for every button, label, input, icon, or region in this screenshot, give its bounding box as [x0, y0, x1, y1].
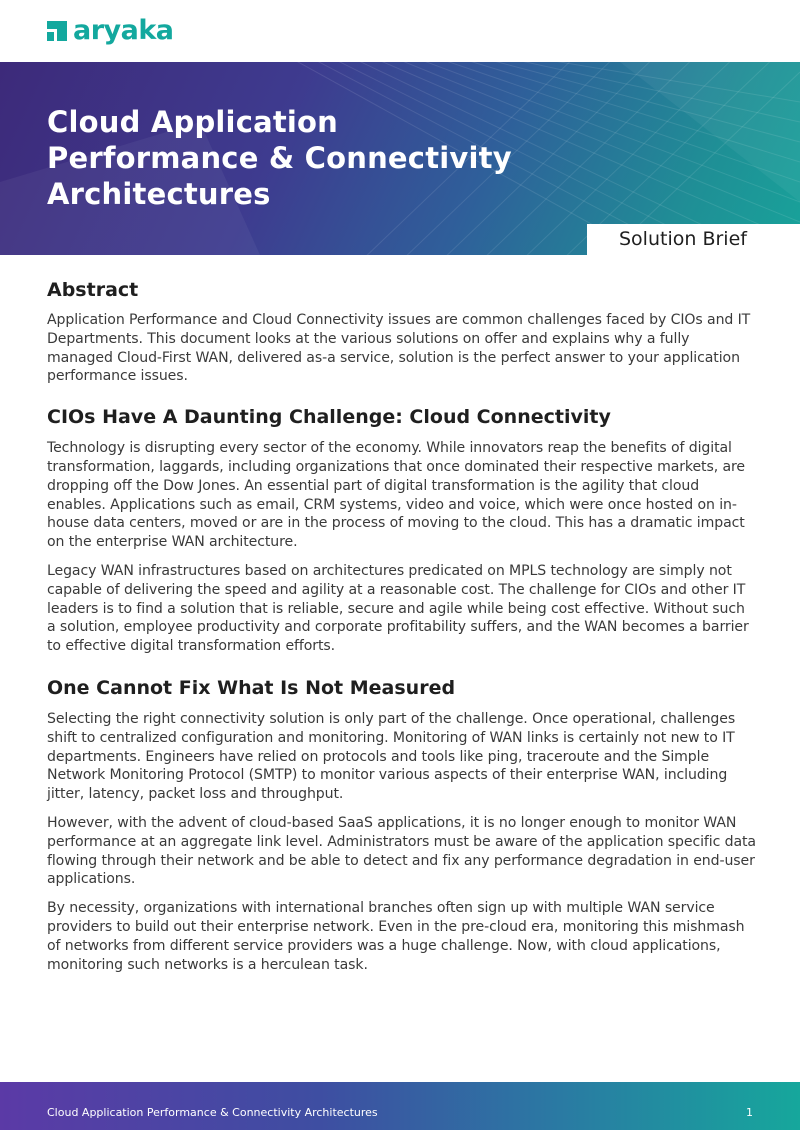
- document-body: [47, 278, 757, 974]
- section-cio-challenge: [47, 405, 757, 656]
- paragraph: However, with the advent of cloud-based SaaS applications, it is no longer enough to monitor WAN performance at an aggregate link level. Administrators must be aware of the application specific data flowing through their network and be able to detect and fix any performance degradation in end-user applications.: [47, 814, 756, 888]
- paragraph: Application Performance and Cloud Connectivity issues are common challenges faced by CIOs and IT Departments. This document looks at the various solutions on offer and explains why a fully managed Cloud-First WAN, delivered as-a service, solution is the perfect answer to your application performance issues.: [47, 312, 751, 385]
- title-line-3: Architectures: [47, 177, 271, 211]
- paragraph: Technology is disrupting every sector of the economy. While innovators reap the benefits of digital transformation, laggards, including organizations that once dominated their respective markets, are dropping off the Dow Jones. An essential part of digital transformation is the agility that cloud enables. Applications such as email, CRM systems, video and voice, which were once hosted on in-house data centers, moved or are in the process of moving to the cloud. This has a dramatic impact on the enterprise WAN architecture.: [47, 440, 745, 551]
- title-line-1: Cloud Application: [47, 105, 339, 139]
- paragraph: Selecting the right connectivity solution is only part of the challenge. Once operational, challenges shift to centralized configuration and monitoring. Monitoring of WAN links is certainly not new to IT departments. Engineers have relied on protocols and tools like ping, traceroute and the Simple Network Monitoring Protocol (SMTP) to monitor various aspects of their enterprise WAN, including jitter, latency, packet loss and throughput.: [47, 710, 736, 803]
- section-heading: Abstract: [47, 279, 139, 301]
- section-abstract: [47, 278, 757, 386]
- header-bar: [0, 0, 800, 62]
- footer-title: Cloud Application Performance & Connectivity Architectures: [47, 1106, 378, 1119]
- aryaka-logo-icon: [47, 21, 67, 41]
- page-number: 1: [746, 1106, 753, 1119]
- title-line-2: Performance & Connectivity: [47, 141, 512, 175]
- aryaka-logo[interactable]: [47, 17, 174, 45]
- paragraph: Legacy WAN infrastructures based on architectures predicated on MPLS technology are simply not capable of delivering the speed and agility at a reasonable cost. The challenge for CIOs and other IT leaders is to find a solution that is reliable, secure and agile while being cost effective. Without such a solution, employee productivity and corporate profitability suffers, and the WAN becomes a barrier to effective digital transformation efforts.: [47, 562, 749, 655]
- section-measurement: [47, 676, 757, 974]
- solution-brief-tag: Solution Brief: [587, 224, 800, 255]
- logo-text: aryaka: [73, 15, 174, 46]
- document-title: [47, 104, 567, 212]
- section-heading: One Cannot Fix What Is Not Measured: [47, 676, 456, 699]
- paragraph: By necessity, organizations with international branches often sign up with multiple WAN service providers to build out their enterprise network. Even in the pre-cloud era, monitoring this mishmash of networks from different service providers was a huge challenge. Now, with cloud applications, monitoring such networks is a herculean task.: [47, 900, 745, 973]
- section-heading: CIOs Have A Daunting Challenge: Cloud Connectivity: [47, 406, 611, 429]
